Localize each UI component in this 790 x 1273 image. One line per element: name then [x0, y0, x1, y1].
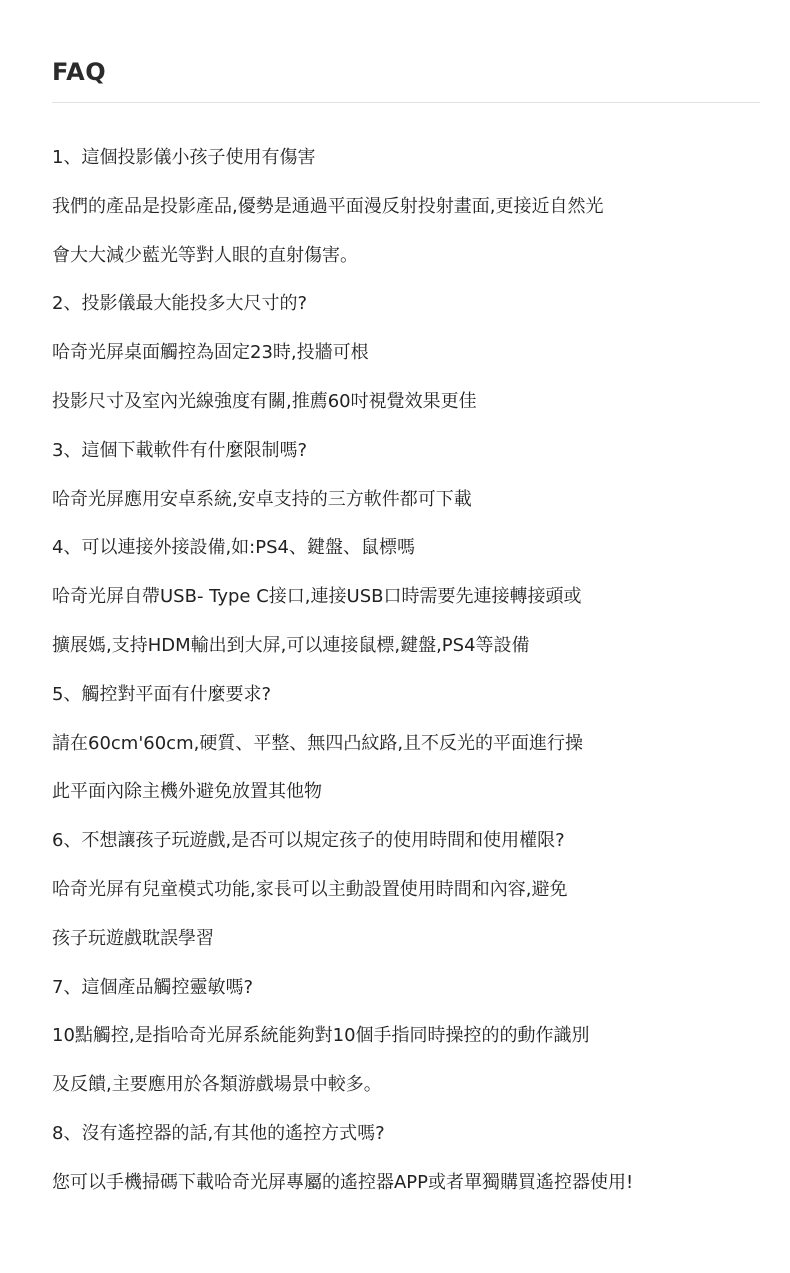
faq-answer-5-line-2: 此平面內除主機外避免放置其他物	[52, 781, 322, 803]
faq-answer-1-line-1: 我們的產品是投影產品,優勢是通過平面漫反射投射畫面,更接近自然光	[52, 195, 604, 217]
faq-answer-4-line-1: 哈奇光屏自帶USB- Type C接口,連接USB口時需要先連接轉接頭或	[52, 586, 582, 608]
faq-answer-2-line-1: 哈奇光屏桌面觸控為固定23時,投牆可根	[52, 342, 369, 364]
faq-answer-6-line-1: 哈奇光屏有兒童模式功能,家長可以主動設置使用時間和內容,避免	[52, 878, 568, 900]
faq-question-8: 8、沒有遙控器的話,有其他的遙控方式嗎?	[52, 1122, 385, 1144]
faq-answer-1-line-2: 會大大減少藍光等對人眼的直射傷害。	[52, 244, 358, 266]
faq-question-7: 7、這個產品觸控靈敏嗎?	[52, 976, 254, 998]
faq-answer-7-line-1: 10點觸控,是指哈奇光屏系統能夠對10個手指同時操控的的動作識別	[52, 1025, 590, 1047]
faq-answer-2-line-2: 投影尺寸及室內光線強度有關,推薦60吋視覺效果更佳	[52, 390, 477, 412]
faq-question-3: 3、這個下載軟件有什麼限制嗎?	[52, 439, 308, 461]
faq-question-4: 4、可以連接外接設備,如:PS4、鍵盤、鼠標嗎	[52, 537, 415, 559]
page-title: FAQ	[52, 58, 107, 86]
faq-answer-6-line-2: 孩子玩遊戲耽誤學習	[52, 927, 214, 949]
faq-answer-3-line-1: 哈奇光屏應用安卓系統,安卓支持的三方軟件都可下載	[52, 488, 472, 510]
title-divider	[52, 102, 760, 103]
faq-list	[52, 138, 772, 1212]
faq-question-2: 2、投影儀最大能投多大尺寸的?	[52, 293, 308, 315]
faq-answer-8-line-1: 您可以手機掃碼下載哈奇光屏專屬的遙控器APP或者單獨購買遙控器使用!	[52, 1171, 634, 1193]
faq-question-1: 1、這個投影儀小孩子使用有傷害	[52, 147, 316, 168]
faq-answer-4-line-2: 擴展媽,支持HDM輸出到大屏,可以連接鼠標,鍵盤,PS4等設備	[52, 634, 530, 656]
faq-answer-5-line-1: 請在60cm'60cm,硬質、平整、無四凸紋路,且不反光的平面進行操	[52, 732, 584, 754]
faq-question-5: 5、觸控對平面有什麼要求?	[52, 683, 272, 705]
faq-question-6: 6、不想讓孩子玩遊戲,是否可以規定孩子的使用時間和使用權限?	[52, 830, 565, 852]
faq-answer-7-line-2: 及反饋,主要應用於各類游戲場景中較多。	[52, 1074, 382, 1096]
